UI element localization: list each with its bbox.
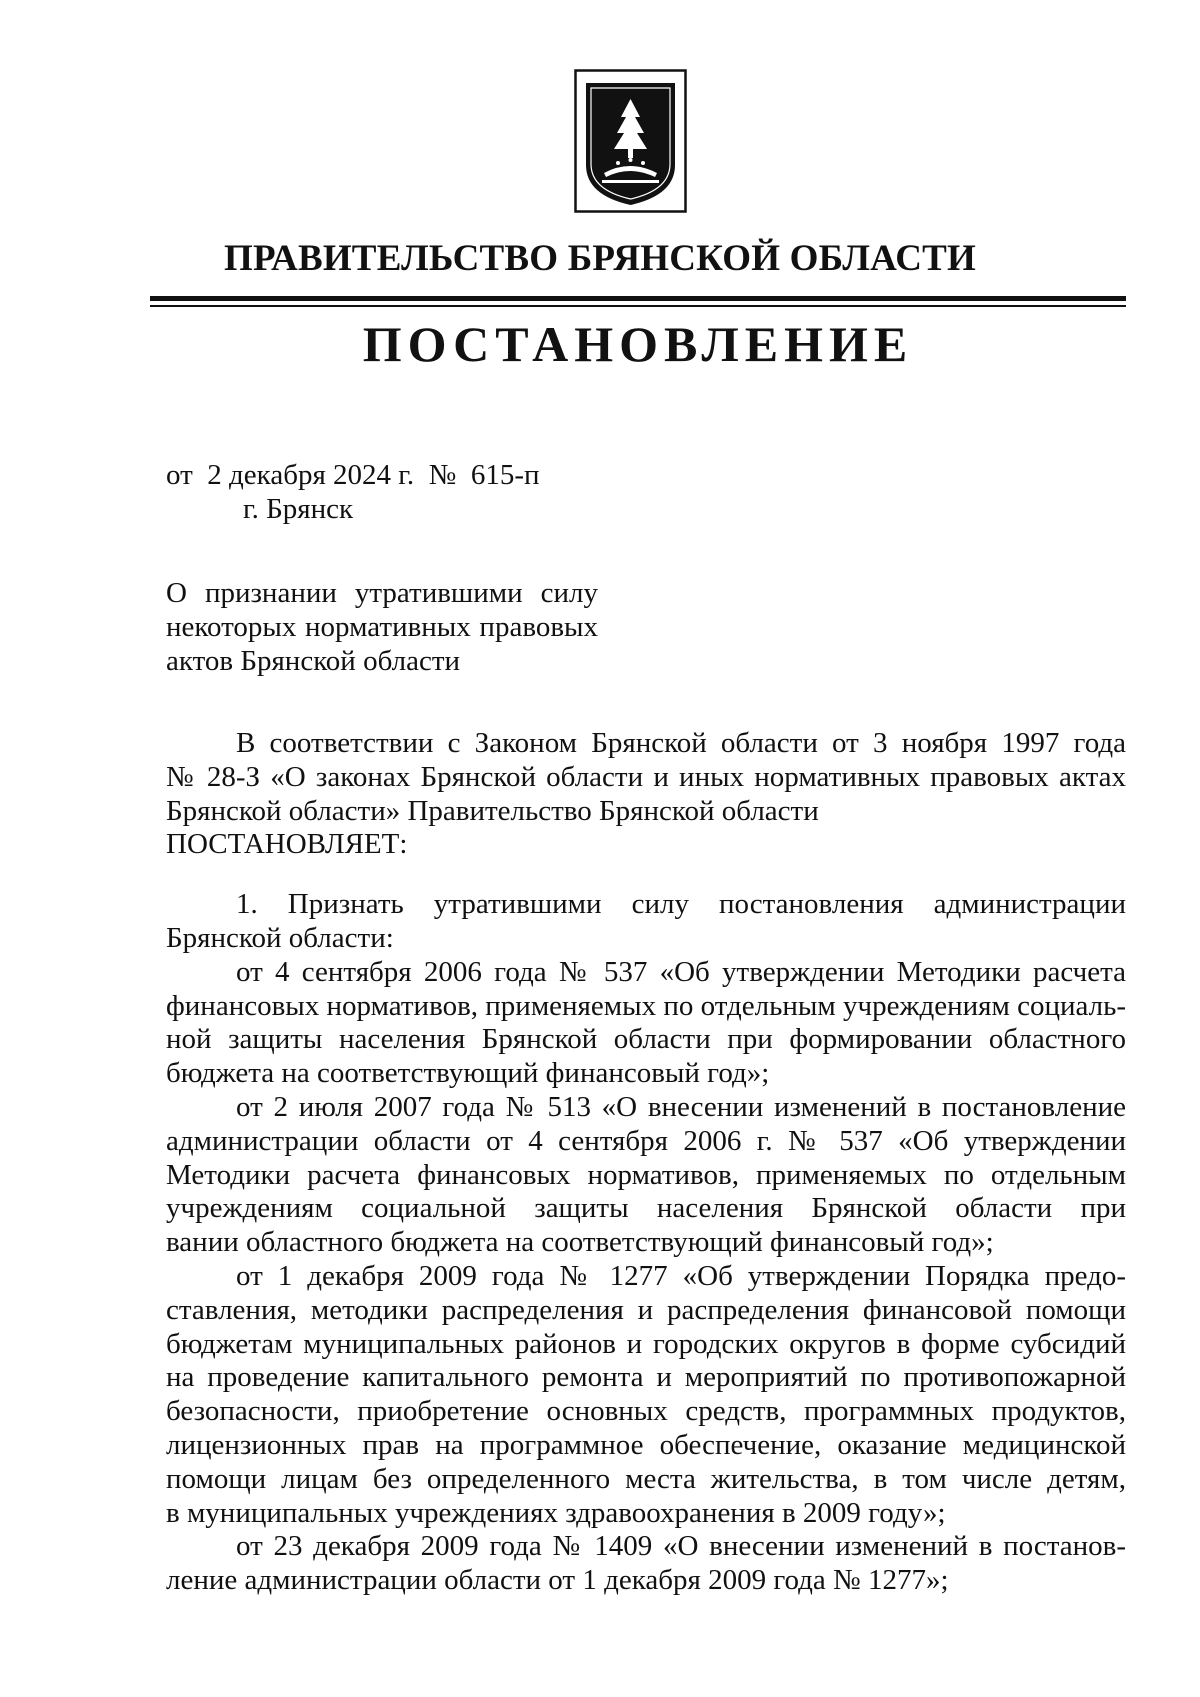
- item-line: учреждениям социальной защиты населения Брянской области при: [166, 1192, 1126, 1225]
- document-type: ПОСТАНОВЛЕНИЕ: [362, 316, 914, 372]
- item-line: бюджетам муниципальных районов и городских округов в форме субсидий: [166, 1327, 1126, 1360]
- item-line: ставления, методики распределения и распределения финансовой помощи: [166, 1293, 1126, 1326]
- subject-line: актов Брянской области: [166, 645, 461, 677]
- item-line: от 23 декабря 2009 года № 1409 «О внесении изменений в постанов-: [236, 1530, 1126, 1563]
- item-line: администрации области от 4 сентября 2006 г. № 537 «Об утверждении: [166, 1124, 1126, 1157]
- subject-line: О признании утратившими силу: [166, 577, 598, 609]
- item-line: Брянской области:: [166, 921, 394, 954]
- preamble-decision-word: ПОСТАНОВЛЯЕТ:: [166, 828, 408, 861]
- item-line: ной защиты населения Брянской области при формировании областного: [166, 1023, 1126, 1056]
- item-line: от 2 июля 2007 года № 513 «О внесении изменений в постановление: [236, 1090, 1126, 1123]
- preamble-line: В соответствии с Законом Брянской области от 3 ноября 1997 года: [236, 727, 1126, 759]
- item-line: Методики расчета финансовых нормативов, применяемых по отдельным: [166, 1158, 1126, 1191]
- document-body: [166, 727, 1126, 1598]
- item-line: финансовых нормативов, применяемых по отдельным учреждениям социаль-: [166, 989, 1126, 1022]
- item-line: вании областного бюджета на соответствующий финансовый год»;: [166, 1226, 994, 1259]
- item-line: на проведение капитального ремонта и мероприятий по противопожарной: [166, 1361, 1126, 1394]
- item-line: от 1 декабря 2009 года № 1277 «Об утверждении Порядка предо-: [236, 1259, 1126, 1292]
- item-line: безопасности, приобретение основных средств, программных продуктов,: [166, 1395, 1126, 1428]
- item-line: ление администрации области от 1 декабря 2009 года № 1277»;: [166, 1564, 949, 1597]
- document-subject: [166, 576, 598, 678]
- date-number-line: от 2 декабря 2024 г. № 615-п: [166, 459, 540, 491]
- item-line: бюджета на соответствующий финансовый год»;: [166, 1057, 770, 1090]
- preamble-line: Брянской области» Правительство Брянской области: [166, 794, 819, 827]
- header-rule-thin: [150, 305, 1126, 307]
- item-line: 1. Признать утратившими силу постановления администрации: [236, 888, 1126, 921]
- item-line: в муниципальных учреждениях здравоохранения в 2009 году»;: [166, 1496, 946, 1529]
- item-line: лицензионных прав на программное обеспечение, оказание медицинской: [166, 1428, 1126, 1461]
- government-title: ПРАВИТЕЛЬСТВО БРЯНСКОЙ ОБЛАСТИ: [223, 238, 977, 279]
- item-line: от 4 сентября 2006 года № 537 «Об утверждении Методики расчета: [236, 955, 1126, 988]
- coat-of-arms-icon: [574, 69, 687, 213]
- city-line: г. Брянск: [243, 493, 354, 525]
- preamble-line: № 28-З «О законах Брянской области и иных нормативных правовых актах: [166, 760, 1126, 793]
- item-line: помощи лицам без определенного места жительства, в том числе детям,: [166, 1462, 1126, 1495]
- subject-line: некоторых нормативных правовых: [166, 611, 598, 643]
- header-rule-thick: [150, 296, 1126, 301]
